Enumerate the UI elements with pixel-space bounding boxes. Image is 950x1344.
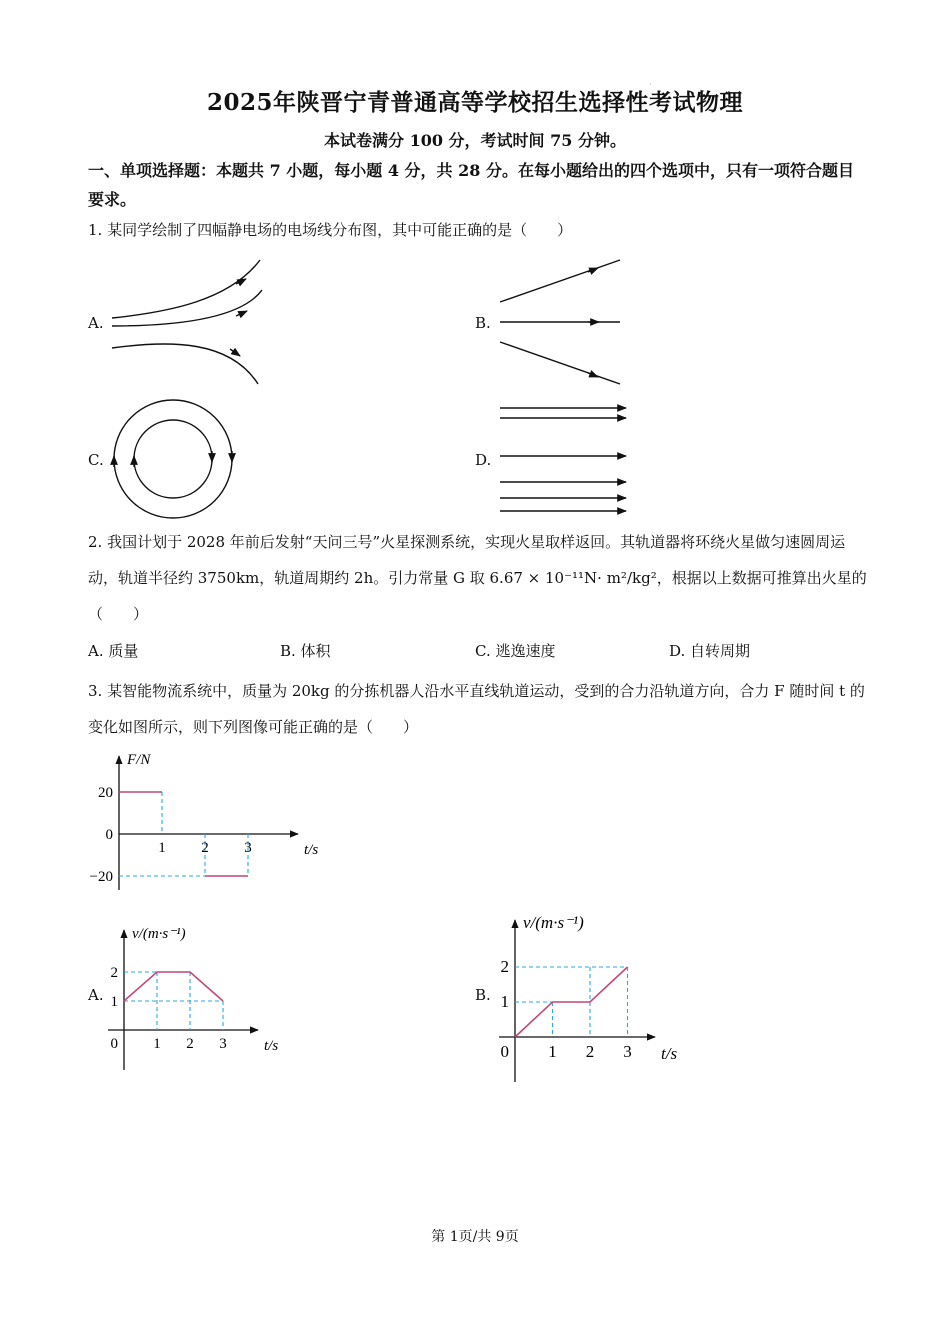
q3-option-a-label: A. — [88, 986, 104, 1004]
figure-b-field-lines — [500, 260, 620, 384]
question-1-stem: 1. 某同学绘制了四幅静电场的电场线分布图，其中可能正确的是（ ） — [88, 221, 573, 239]
x-tick-label: 2 — [585, 1042, 595, 1061]
x-tick-label: 3 — [623, 1042, 632, 1061]
figure-a-field-lines — [112, 260, 262, 384]
origin-label: 0 — [500, 1042, 509, 1061]
q2-choice-b: B. 体积 — [280, 642, 331, 660]
q1-option-a-label: A. — [88, 314, 104, 332]
y-axis-label: F/N — [127, 752, 151, 768]
header-dot-mark: · — [649, 80, 652, 89]
series-line — [124, 972, 223, 1001]
figure-c-field-lines — [114, 400, 232, 518]
origin-label: 0 — [110, 1036, 118, 1052]
y-axis-label: v/(m·s⁻¹) — [132, 926, 186, 942]
x-tick-label: 1 — [548, 1042, 557, 1061]
q1-option-d-label: D. — [475, 451, 492, 469]
x-tick-label: 3 — [219, 1036, 227, 1052]
q1-option-b-label: B. — [475, 314, 491, 332]
q2-choice-d: D. 自转周期 — [669, 642, 751, 660]
force-time-chart — [80, 748, 340, 898]
page-number: 第 1页/共 9页 — [431, 1229, 519, 1245]
x-tick-label: 2 — [186, 1036, 194, 1052]
question-3-stem: 3. 某智能物流系统中，质量为 20kg 的分拣机器人沿水平直线轨道运动，受到的合力沿轨道方向，合力 F 随时间 t 的变化如图所示，则下列图像可能正确的是（ ） — [88, 682, 865, 736]
y-axis-label: v/(m·s⁻¹) — [523, 913, 584, 932]
y-tick-label: 2 — [500, 957, 509, 976]
velocity-chart-a — [100, 920, 300, 1080]
x-tick-label: 3 — [244, 840, 252, 856]
exam-title: 2025年陕晋宁青普通高等学校招生选择性考试物理 — [206, 89, 743, 116]
q3-option-b-label: B. — [475, 986, 491, 1004]
y-tick-label: 1 — [110, 994, 118, 1010]
section-heading: 一、单项选择题：本题共 7 小题，每小题 4 分，共 28 分。在每小题给出的四个选项中，只有一项符合题目要求。 — [88, 161, 854, 209]
x-tick-label: 1 — [158, 840, 166, 856]
x-tick-label: 1 — [153, 1036, 161, 1052]
x-tick-label: 2 — [201, 840, 209, 856]
q2-choice-c: C. 逃逸速度 — [475, 642, 556, 660]
x-axis-label: t/s — [661, 1044, 678, 1063]
velocity-chart-b — [495, 908, 715, 1088]
x-axis-label: t/s — [304, 842, 319, 858]
y-tick-label: 20 — [98, 785, 113, 801]
origin-label: 0 — [105, 827, 113, 843]
figure-d-field-lines — [500, 408, 626, 511]
y-tick-label: 1 — [500, 992, 509, 1011]
q1-option-c-label: C. — [88, 451, 104, 469]
y-tick-label: −20 — [89, 869, 113, 885]
x-axis-label: t/s — [264, 1038, 279, 1054]
q2-choice-a: A. 质量 — [88, 642, 139, 660]
exam-subtitle: 本试卷满分 100 分，考试时间 75 分钟。 — [324, 131, 626, 150]
y-tick-label: 2 — [110, 965, 118, 981]
question-2-stem: 2. 我国计划于 2028 年前后发射“天问三号”火星探测系统，实现火星取样返回。其轨道器将环绕火星做匀速圆周运动，轨道半径约 3750km，轨道周期约 2h。引力常量 G 取 6.67 × 10⁻¹¹N· m²/kg²，根据以上数据可推算出火星的（ ） — [88, 533, 867, 623]
